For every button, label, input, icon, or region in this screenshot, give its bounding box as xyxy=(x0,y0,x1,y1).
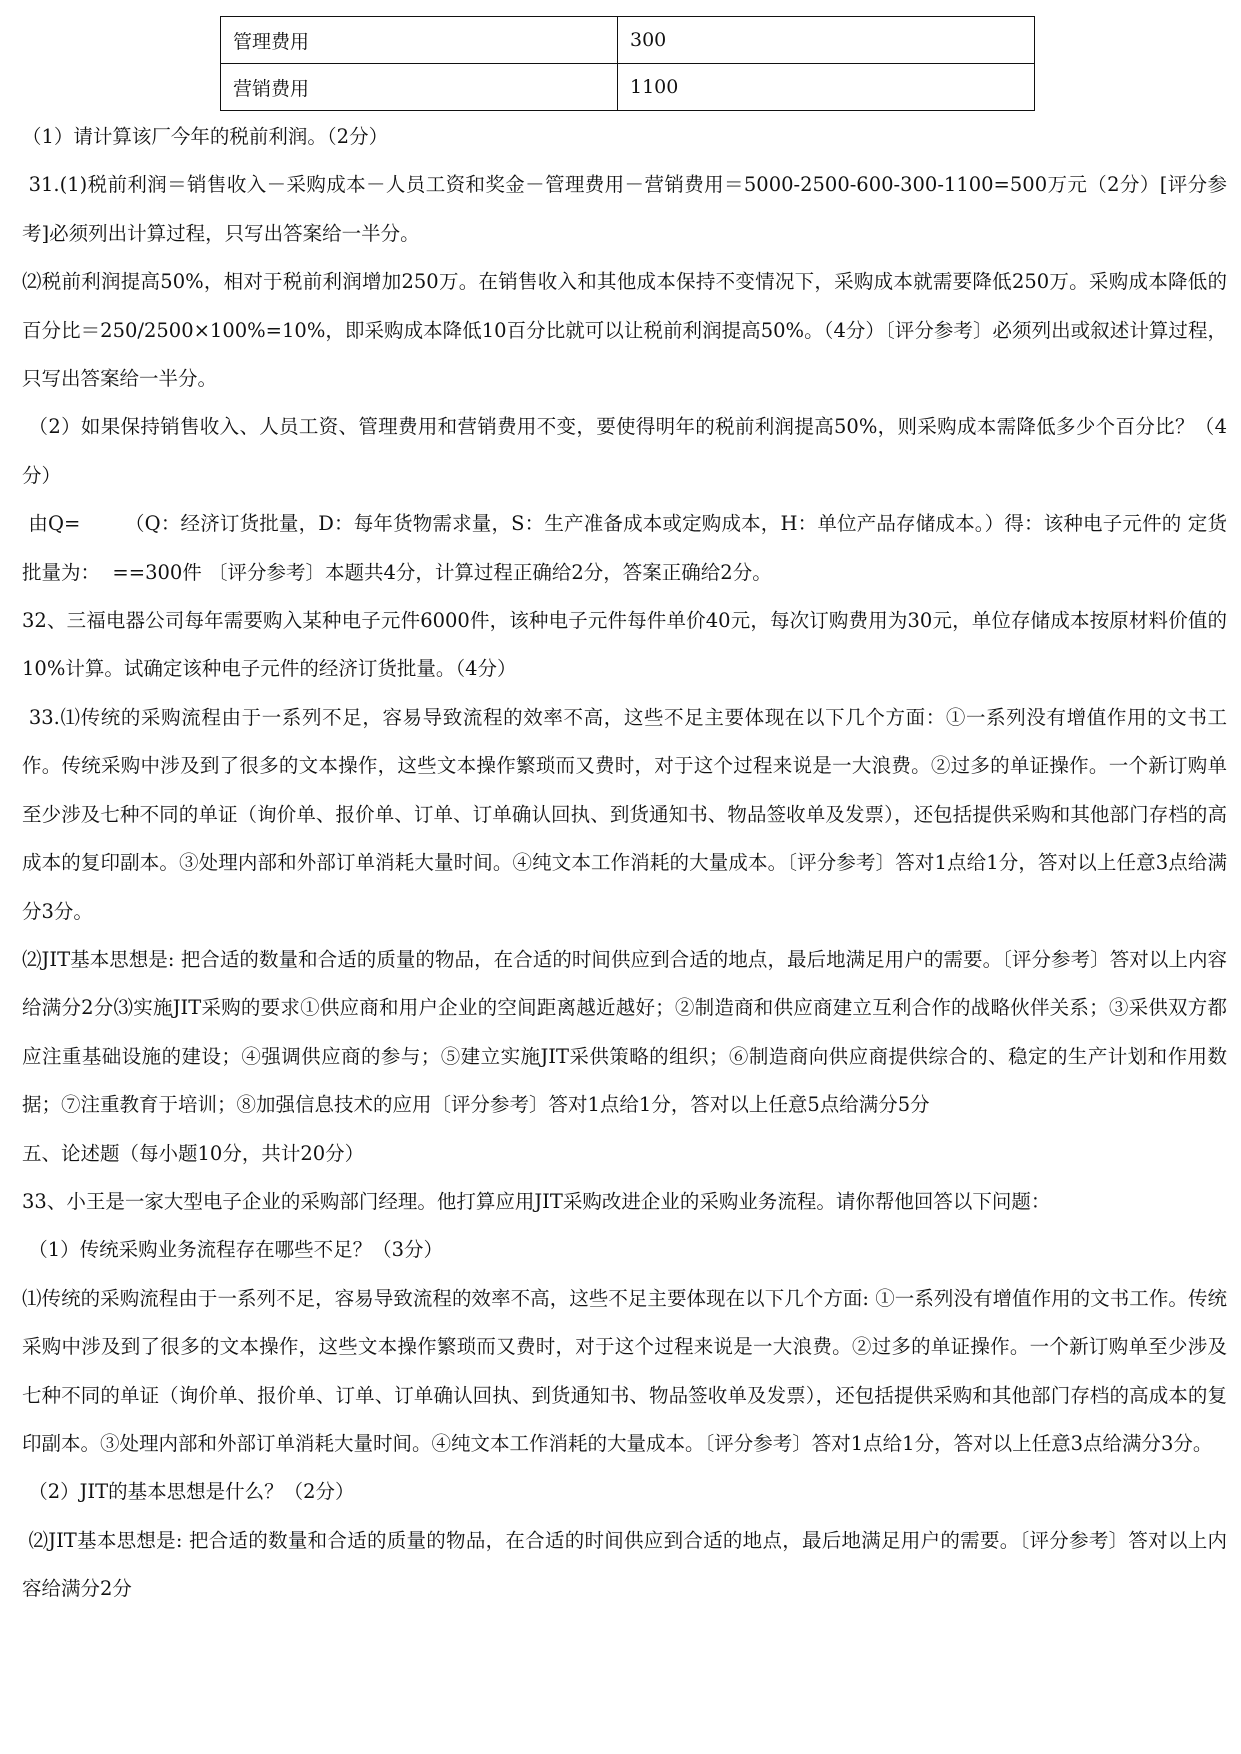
answer-33-2-3: ⑵JIT基本思想是: 把合适的数量和合适的质量的物品，在合适的时间供应到合适的地点，最后地满足用户的需要。〔评分参考〕答对以上内容给满分2分⑶实施JIT采购的要求①供应商和用户企业的空间距离越近越好；②制造商和供应商建立互利合作的战略伙伴关系；③采供双方都应注重基础设施的建设；④强调供应商的参与；⑤建立实施JIT采供策略的组织；⑥制造商向供应商提供综合的、稳定的生产计划和作用数据；⑦注重教育于培训；⑧加强信息技术的应用〔评分参考〕答对1点给1分，答对以上任意5点给满分5分 xyxy=(22,947,1227,1117)
answer-31-1: 31.(1)税前利润＝销售收入－采购成本－人员工资和奖金－管理费用－营销费用＝5000-2500-600-300-1100=500万元（2分）[评分参考]必须列出计算过程，只写出答案给一半分。 xyxy=(22,173,1227,245)
table-cell-label: 营销费用 xyxy=(221,64,618,111)
question-33-2: （2）JIT的基本思想是什么？（2分） xyxy=(22,1480,355,1504)
answer-33-1: 33.⑴传统的采购流程由于一系列不足，容易导致流程的效率不高，这些不足主要体现在以下几个方面：①一系列没有增值作用的文书工作。传统采购中涉及到了很多的文本操作，这些文本操作繁琐而又费时，对于这个过程来说是一大浪费。②过多的单证操作。一个新订购单至少涉及七种不同的单证（询价单、报价单、订单、订单确认回执、到货通知书、物品签收单及发票），还包括提供采购和其他部门存档的高成本的复印副本。③处理内部和外部订单消耗大量时间。④纯文本工作消耗的大量成本。〔评分参考〕答对1点给1分，答对以上任意3点给满分3分。 xyxy=(22,705,1227,923)
question-32: 32、三福电器公司每年需要购入某种电子元件6000件，该种电子元件每件单价40元，每次订购费用为30元，单位存储成本按原材料价值的10%计算。试确定该种电子元件的经济订货批量。（4分） xyxy=(22,609,1227,681)
cost-table xyxy=(220,16,1035,111)
table-cell-value: 1100 xyxy=(618,64,1035,111)
table-row xyxy=(221,17,1035,64)
answer-33-2-essay: ⑵JIT基本思想是: 把合适的数量和合适的质量的物品，在合适的时间供应到合适的地点，最后地满足用户的需要。〔评分参考〕答对以上内容给满分2分 xyxy=(22,1528,1228,1601)
question-33-1: （1）传统采购业务流程存在哪些不足？（3分） xyxy=(22,1238,444,1262)
table-cell-value: 300 xyxy=(618,17,1035,64)
answer-31-2: ⑵税前利润提高50%，相对于税前利润增加250万。在销售收入和其他成本保持不变情况下，采购成本就需要降低250万。采购成本降低的百分比＝250/2500×100%=10%，即采购成本降低10百分比就可以让税前利润提高50%。（4分）〔评分参考〕必须列出或叙述计算过程，只写出答案给一半分。 xyxy=(22,270,1227,391)
section-heading-essay: 五、论述题（每小题10分，共计20分） xyxy=(22,1141,365,1165)
eoq-formula-answer: 由Q= （Q：经济订货批量，D：每年货物需求量，S：生产准备成本或定购成本，H：单位产品存储成本。）得：该种电子元件的 定货批量为： ==300件 〔评分参考〕本题共4分，计算过程正确给2分，答案正确给2分。 xyxy=(22,512,1227,584)
question-1-2: （2）如果保持销售收入、人员工资、管理费用和营销费用不变，要使得明年的税前利润提高50%，则采购成本需降低多少个百分比？（4分） xyxy=(22,415,1228,487)
table-row xyxy=(221,64,1035,111)
table-cell-label: 管理费用 xyxy=(221,17,618,64)
question-33: 33、小王是一家大型电子企业的采购部门经理。他打算应用JIT采购改进企业的采购业务流程。请你帮他回答以下问题： xyxy=(22,1189,1051,1213)
document-page xyxy=(22,16,1227,1614)
question-1-1: （1）请计算该厂今年的税前利润。（2分） xyxy=(22,125,389,148)
answer-33-1-essay: ⑴传统的采购流程由于一系列不足，容易导致流程的效率不高，这些不足主要体现在以下几个方面: ①一系列没有增值作用的文书工作。传统采购中涉及到了很多的文本操作，这些文本操作繁琐而又费时，对于这个过程来说是一大浪费。②过多的单证操作。一个新订购单至少涉及七种不同的单证（询价单、报价单、订单、订单确认回执、到货通知书、物品签收单及发票），还包括提供采购和其他部门存档的高成本的复印副本。③处理内部和外部订单消耗大量时间。④纯文本工作消耗的大量成本。〔评分参考〕答对1点给1分，答对以上任意3点给满分3分。 xyxy=(22,1286,1227,1455)
